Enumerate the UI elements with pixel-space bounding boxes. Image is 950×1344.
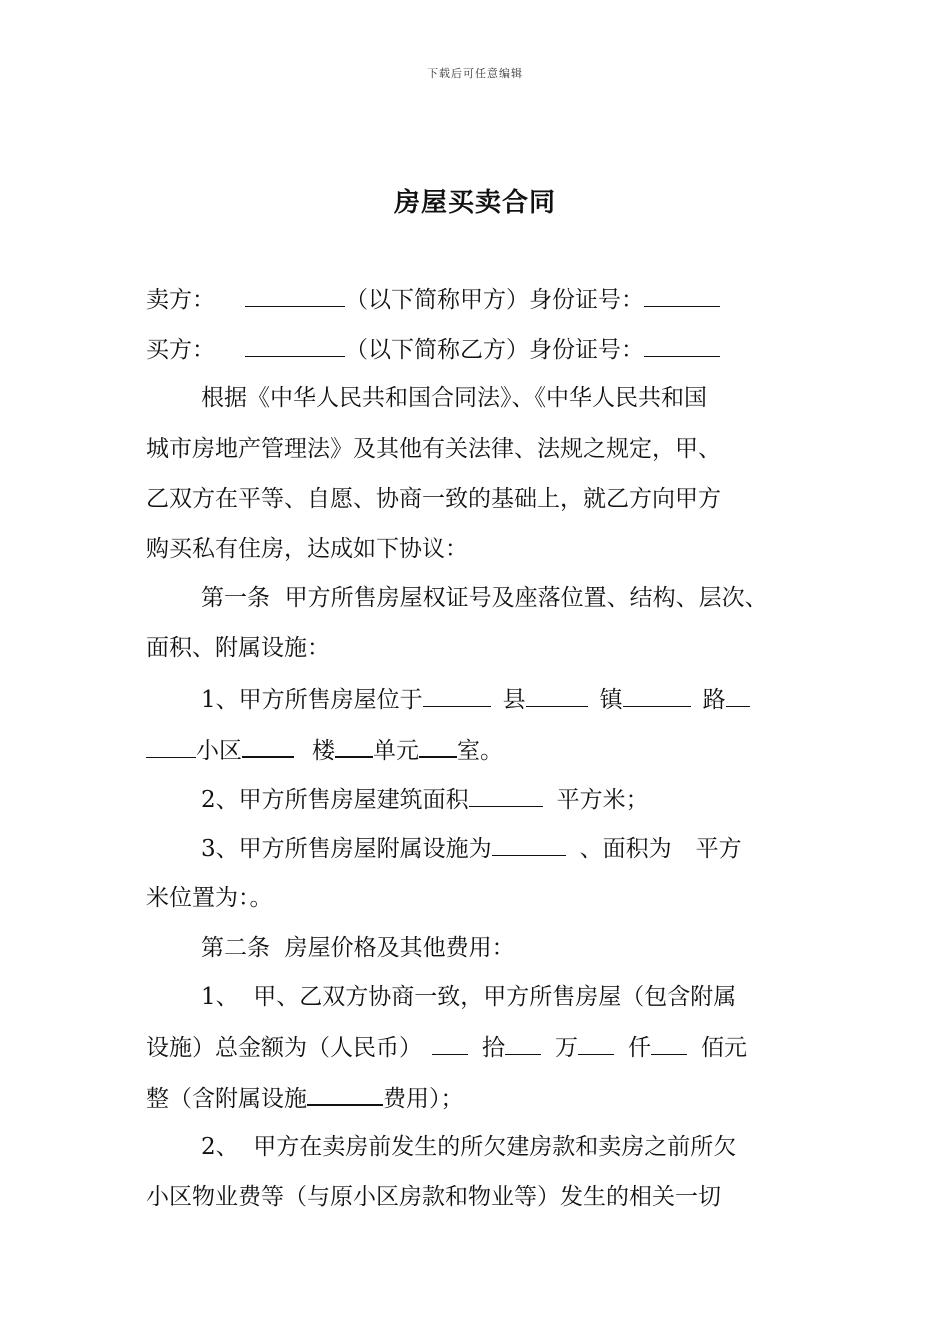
article2-item2-line2: 小区物业费等（与原小区房款和物业等）发生的相关一切 xyxy=(146,1184,721,1210)
article2-item1-line1: 1、 甲、乙双方协商一致，甲方所售房屋（包含附属 xyxy=(201,984,737,1010)
buyer-middle-text: （以下简称乙方）身份证号： xyxy=(345,337,644,363)
article1-item3-line2: 米位置为：。 xyxy=(146,885,273,911)
shi-blank xyxy=(432,1032,468,1055)
item3-mid: 、面积为 xyxy=(579,836,672,862)
article2-item1-line3 xyxy=(146,1082,464,1114)
seller-label: 卖方： xyxy=(146,287,215,313)
road-trailing-blank xyxy=(726,684,750,707)
item2-suffix: 平方米； xyxy=(556,787,649,813)
item3-end: 平方 xyxy=(695,836,742,862)
unit-label: 单元 xyxy=(373,738,419,764)
town-blank xyxy=(526,684,588,707)
total-prefix: 设施）总金额为（人民币） xyxy=(146,1035,422,1061)
buyer-line xyxy=(146,334,720,365)
area-blank xyxy=(469,784,543,807)
facility-blank xyxy=(492,833,566,856)
building-blank xyxy=(242,734,294,758)
community-label: 小区 xyxy=(196,738,242,764)
article2-item1-line2 xyxy=(146,1032,747,1063)
article2-heading: 第二条 房屋价格及其他费用： xyxy=(201,935,515,961)
qian-label: 仟 xyxy=(628,1035,651,1061)
county-label: 县 xyxy=(502,687,526,713)
facility-fee-blank xyxy=(307,1082,383,1106)
intro-line-1: 根据《中华人民共和国合同法》、《中华人民共和国 xyxy=(201,385,707,411)
buyer-name-blank xyxy=(245,334,345,357)
unit-blank xyxy=(335,734,373,758)
article1-heading-line2: 面积、附属设施： xyxy=(146,635,330,661)
shi-label: 拾 xyxy=(482,1035,505,1061)
wan-blank xyxy=(505,1032,541,1055)
county-blank xyxy=(423,684,491,707)
community-blank xyxy=(146,735,196,758)
article2-item2-line1: 2、 甲方在卖房前发生的所欠建房款和卖房之前所欠 xyxy=(201,1134,737,1160)
bai-label: 佰元 xyxy=(701,1035,747,1061)
document-title: 房屋买卖合同 xyxy=(393,188,556,218)
intro-line-2: 城市房地产管理法》及其他有关法律、法规之规定，甲、 xyxy=(146,436,721,462)
bai-blank xyxy=(651,1032,687,1055)
seller-name-blank xyxy=(245,284,345,307)
article1-item1-line1 xyxy=(201,684,750,715)
intro-line-4: 购买私有住房，达成如下协议： xyxy=(146,536,468,562)
item3-prefix: 3、甲方所售房屋附属设施为 xyxy=(201,836,492,862)
road-label: 路 xyxy=(702,687,726,713)
seller-line xyxy=(146,284,720,315)
qian-blank xyxy=(578,1032,614,1055)
wan-label: 万 xyxy=(555,1035,578,1061)
article1-item3-line1 xyxy=(201,833,742,864)
article1-item2 xyxy=(201,784,649,815)
line3-suffix: 费用）； xyxy=(383,1086,464,1112)
town-label: 镇 xyxy=(599,687,623,713)
intro-line-3: 乙双方在平等、自愿、协商一致的基础上，就乙方向甲方 xyxy=(146,486,721,512)
room-label: 室。 xyxy=(457,738,503,764)
buyer-label: 买方： xyxy=(146,337,215,363)
seller-middle-text: （以下简称甲方）身份证号： xyxy=(345,287,644,313)
article1-item1-line2 xyxy=(146,734,503,766)
seller-id-blank xyxy=(644,284,720,307)
article1-heading-line1: 第一条 甲方所售房屋权证号及座落位置、结构、层次、 xyxy=(201,585,768,611)
room-blank xyxy=(419,734,457,758)
building-label: 楼 xyxy=(312,738,335,764)
header-note: 下载后可任意编辑 xyxy=(427,67,523,80)
item1-prefix: 1、甲方所售房屋位于 xyxy=(201,687,423,713)
line3-prefix: 整（含附属设施 xyxy=(146,1086,307,1112)
buyer-id-blank xyxy=(644,334,720,357)
road-blank xyxy=(623,684,691,707)
item2-prefix: 2、甲方所售房屋建筑面积 xyxy=(201,787,469,813)
